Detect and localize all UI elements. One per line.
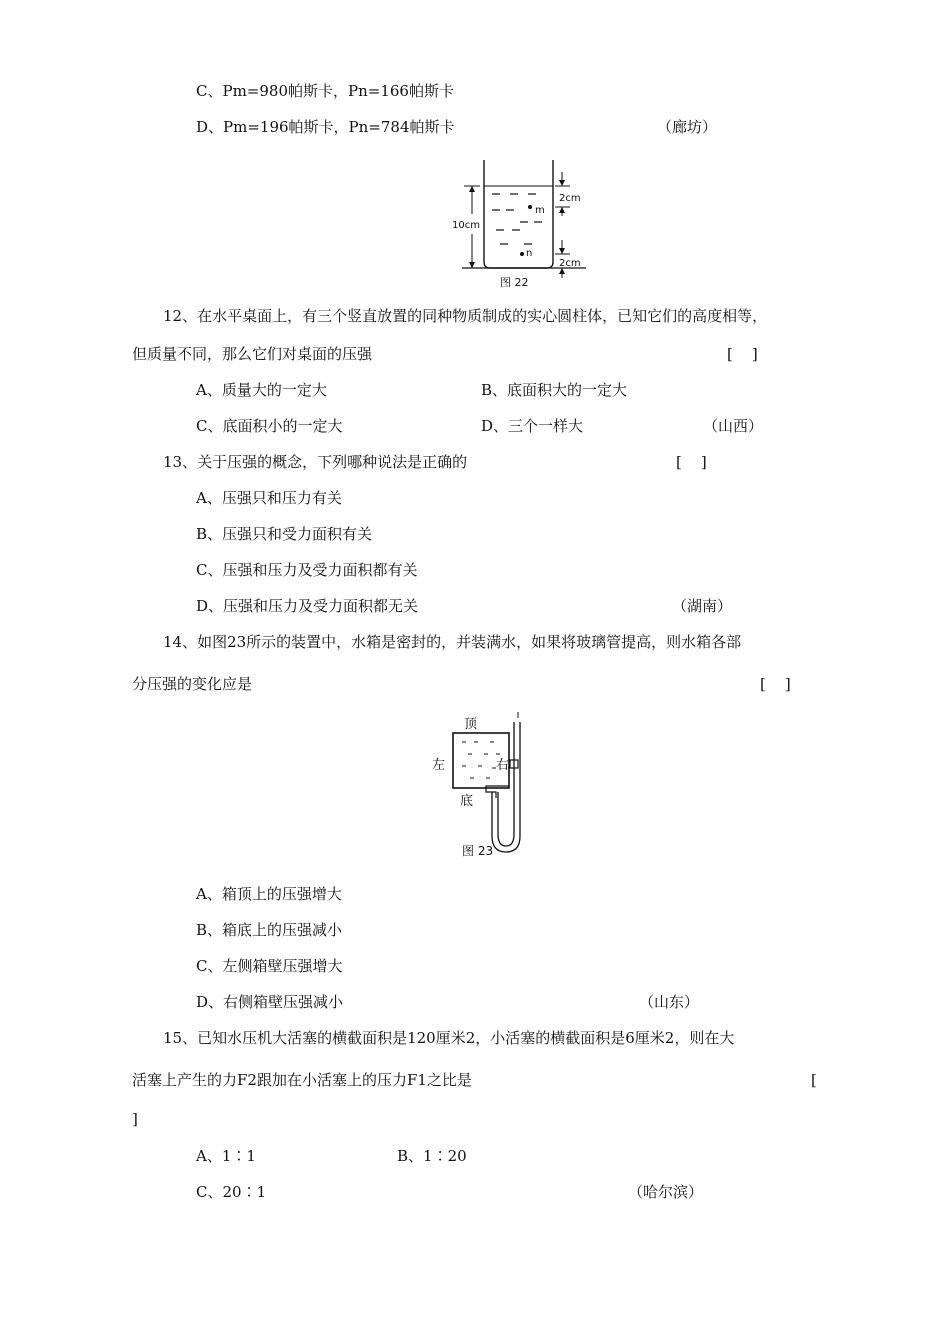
point-n-label: n: [526, 248, 533, 259]
q15-stem-line2: 活塞上产生的力F2跟加在小活塞上的压力F1之比是: [132, 1071, 472, 1089]
height-10cm-label: 10cm: [452, 220, 480, 231]
q15-source: （哈尔滨）: [628, 1183, 704, 1201]
top-2cm-label: 2cm: [559, 193, 581, 204]
figure-23-left-label: 左: [432, 758, 446, 773]
q13-answer-bracket: [ ]: [676, 453, 707, 471]
q14-source: （山东）: [639, 993, 700, 1011]
q12-option-b: B、底面积大的一定大: [481, 381, 628, 399]
q13-option-d: D、压强和压力及受力面积都无关: [196, 597, 419, 615]
q12-option-c: C、底面积小的一定大: [196, 417, 343, 435]
q12-option-d: D、三个一样大: [481, 417, 584, 435]
q12-stem-line2: 但质量不同，那么它们对桌面的压强: [132, 345, 373, 363]
q13-source: （湖南）: [672, 597, 733, 615]
q13-option-b: B、压强只和受力面积有关: [196, 525, 373, 543]
q15-option-a: A、1∶1: [196, 1147, 256, 1165]
q14-option-d: D、右侧箱壁压强减小: [196, 993, 344, 1011]
bottom-2cm-label: 2cm: [559, 258, 581, 269]
q13-stem: 13、关于压强的概念，下列哪种说法是正确的: [163, 453, 468, 471]
figure-23: [426, 708, 536, 864]
q14-stem-line1: 14、如图23所示的装置中，水箱是密封的，并装满水，如果将玻璃管提高，则水箱各部: [163, 633, 742, 651]
q12-answer-bracket: [ ]: [727, 345, 758, 363]
q14-option-a: A、箱顶上的压强增大: [196, 885, 342, 903]
point-m-label: m: [535, 205, 545, 216]
q15-option-b: B、1∶20: [397, 1147, 467, 1165]
q13-option-c: C、压强和压力及受力面积都有关: [196, 561, 418, 579]
q11-option-c: C、Pm=980帕斯卡，Pn=166帕斯卡: [196, 82, 454, 100]
figure-23-bottom-label: 底: [460, 794, 474, 809]
q11-source: （廊坊）: [657, 118, 718, 136]
figure-23-right-label: 右: [496, 758, 510, 773]
figure-23-caption: 图 23: [462, 844, 494, 858]
q15-stem-line1: 15、已知水压机大活塞的横截面积是120厘米2，小活塞的横截面积是6厘米2，则在大: [163, 1029, 735, 1047]
q15-answer-bracket-close: ]: [132, 1110, 138, 1128]
q14-option-c: C、左侧箱壁压强增大: [196, 957, 343, 975]
q15-option-c: C、20∶1: [196, 1183, 267, 1201]
q12-option-a: A、质量大的一定大: [196, 381, 327, 399]
figure-23-top-label: 顶: [464, 717, 478, 732]
q14-answer-bracket: [ ]: [760, 675, 791, 693]
q12-stem-line1: 12、在水平桌面上，有三个竖直放置的同种物质制成的实心圆柱体，已知它们的高度相等，: [163, 307, 768, 325]
q14-stem-line2: 分压强的变化应是: [132, 675, 253, 693]
q12-source: （山西）: [703, 417, 764, 435]
q13-option-a: A、压强只和压力有关: [196, 489, 342, 507]
q11-option-d: D、Pm=196帕斯卡，Pn=784帕斯卡: [196, 118, 455, 136]
q15-answer-bracket-open: [: [811, 1071, 817, 1089]
q14-option-b: B、箱底上的压强减小: [196, 921, 343, 939]
figure-22: [440, 158, 590, 292]
figure-22-caption: 图 22: [500, 276, 529, 289]
